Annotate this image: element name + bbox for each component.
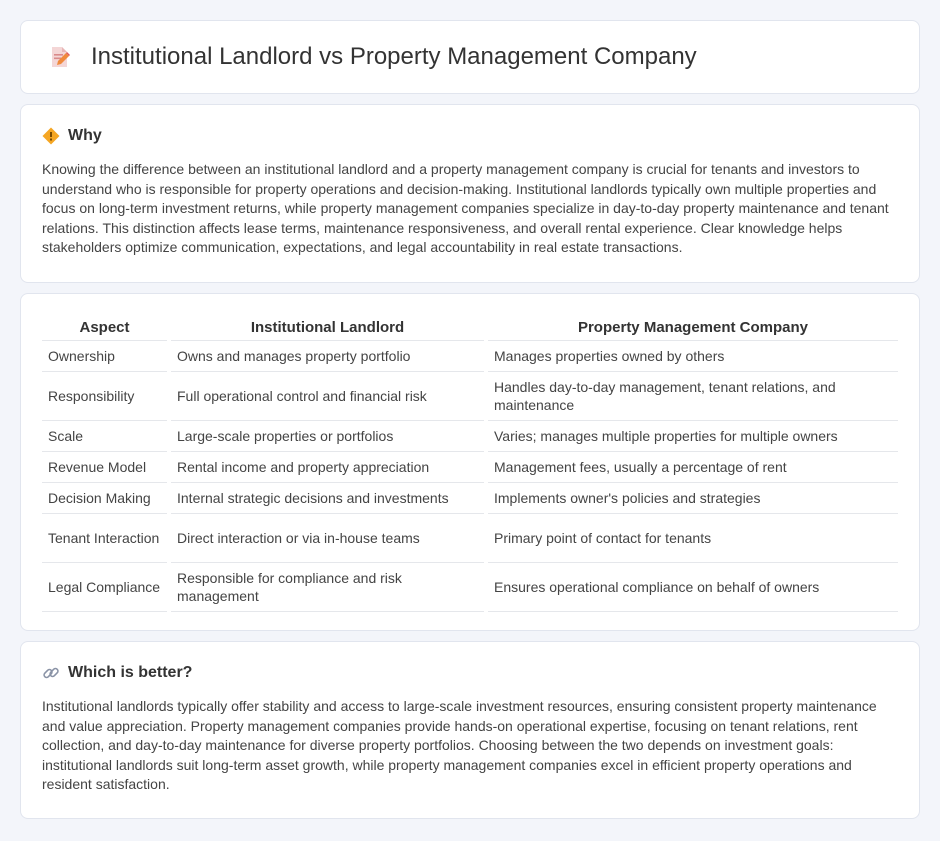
cell-landlord: Direct interaction or via in-house teams xyxy=(171,514,484,563)
why-section xyxy=(20,104,920,283)
cell-landlord: Large-scale properties or portfolios xyxy=(171,421,484,452)
title-card xyxy=(20,20,920,94)
cell-aspect: Ownership xyxy=(42,341,167,372)
table-row xyxy=(42,483,898,514)
cell-aspect: Responsibility xyxy=(42,372,167,421)
cell-management: Implements owner's policies and strategies xyxy=(488,483,898,514)
cell-aspect: Tenant Interaction xyxy=(42,514,167,563)
table-row xyxy=(42,421,898,452)
cell-aspect: Decision Making xyxy=(42,483,167,514)
table-row xyxy=(42,563,898,612)
cell-management: Management fees, usually a percentage of rent xyxy=(488,452,898,483)
better-heading: Which is better? xyxy=(68,664,193,681)
page-title: Institutional Landlord vs Property Management Company xyxy=(91,43,697,70)
cell-landlord: Responsible for compliance and risk management xyxy=(171,563,484,612)
cell-landlord: Internal strategic decisions and investments xyxy=(171,483,484,514)
header-property-management: Property Management Company xyxy=(488,313,898,341)
cell-management: Handles day-to-day management, tenant relations, and maintenance xyxy=(488,372,898,421)
comparison-table xyxy=(38,313,902,612)
cell-management: Varies; manages multiple properties for multiple owners xyxy=(488,421,898,452)
link-icon xyxy=(42,664,60,682)
table-row xyxy=(42,372,898,421)
comparison-table-card xyxy=(20,293,920,631)
why-text: Knowing the difference between an institutional landlord and a property management company is crucial for tenants and investors to understand who is responsible for property operations and decision-making. Institutional landlords typically own multiple properties and focus on long-term investment returns, while property management companies specialize in day-to-day property maintenance and tenant relations. This distinction affects lease terms, maintenance responsiveness, and overall rental experience. Clear knowledge helps stakeholders optimize communication, expectations, and legal accountability in real estate transactions. xyxy=(42,161,889,255)
cell-landlord: Rental income and property appreciation xyxy=(171,452,484,483)
header-aspect: Aspect xyxy=(42,313,167,341)
better-text: Institutional landlords typically offer stability and access to large-scale investment resources, ensuring consistent property maintenance and value appreciation. Property management companies provide hands-on operational expertise, focusing on tenant relations, rent collection, and day-to-day maintenance for diverse property portfolios. Choosing between the two depends on investment goals: institutional landlords suit long-term asset growth, while property management companies excel in efficient property operations and resident satisfaction. xyxy=(42,698,877,792)
cell-landlord: Owns and manages property portfolio xyxy=(171,341,484,372)
cell-aspect: Legal Compliance xyxy=(42,563,167,612)
which-is-better-section xyxy=(20,641,920,819)
why-heading: Why xyxy=(68,127,102,144)
table-row xyxy=(42,452,898,483)
diamond-sign-icon xyxy=(42,127,60,145)
cell-management: Ensures operational compliance on behalf of owners xyxy=(488,563,898,612)
cell-management: Manages properties owned by others xyxy=(488,341,898,372)
cell-management: Primary point of contact for tenants xyxy=(488,514,898,563)
cell-aspect: Scale xyxy=(42,421,167,452)
cell-aspect: Revenue Model xyxy=(42,452,167,483)
table-row xyxy=(42,514,898,563)
header-institutional-landlord: Institutional Landlord xyxy=(171,313,484,341)
document-edit-icon xyxy=(47,45,71,69)
cell-landlord: Full operational control and financial risk xyxy=(171,372,484,421)
table-row xyxy=(42,341,898,372)
